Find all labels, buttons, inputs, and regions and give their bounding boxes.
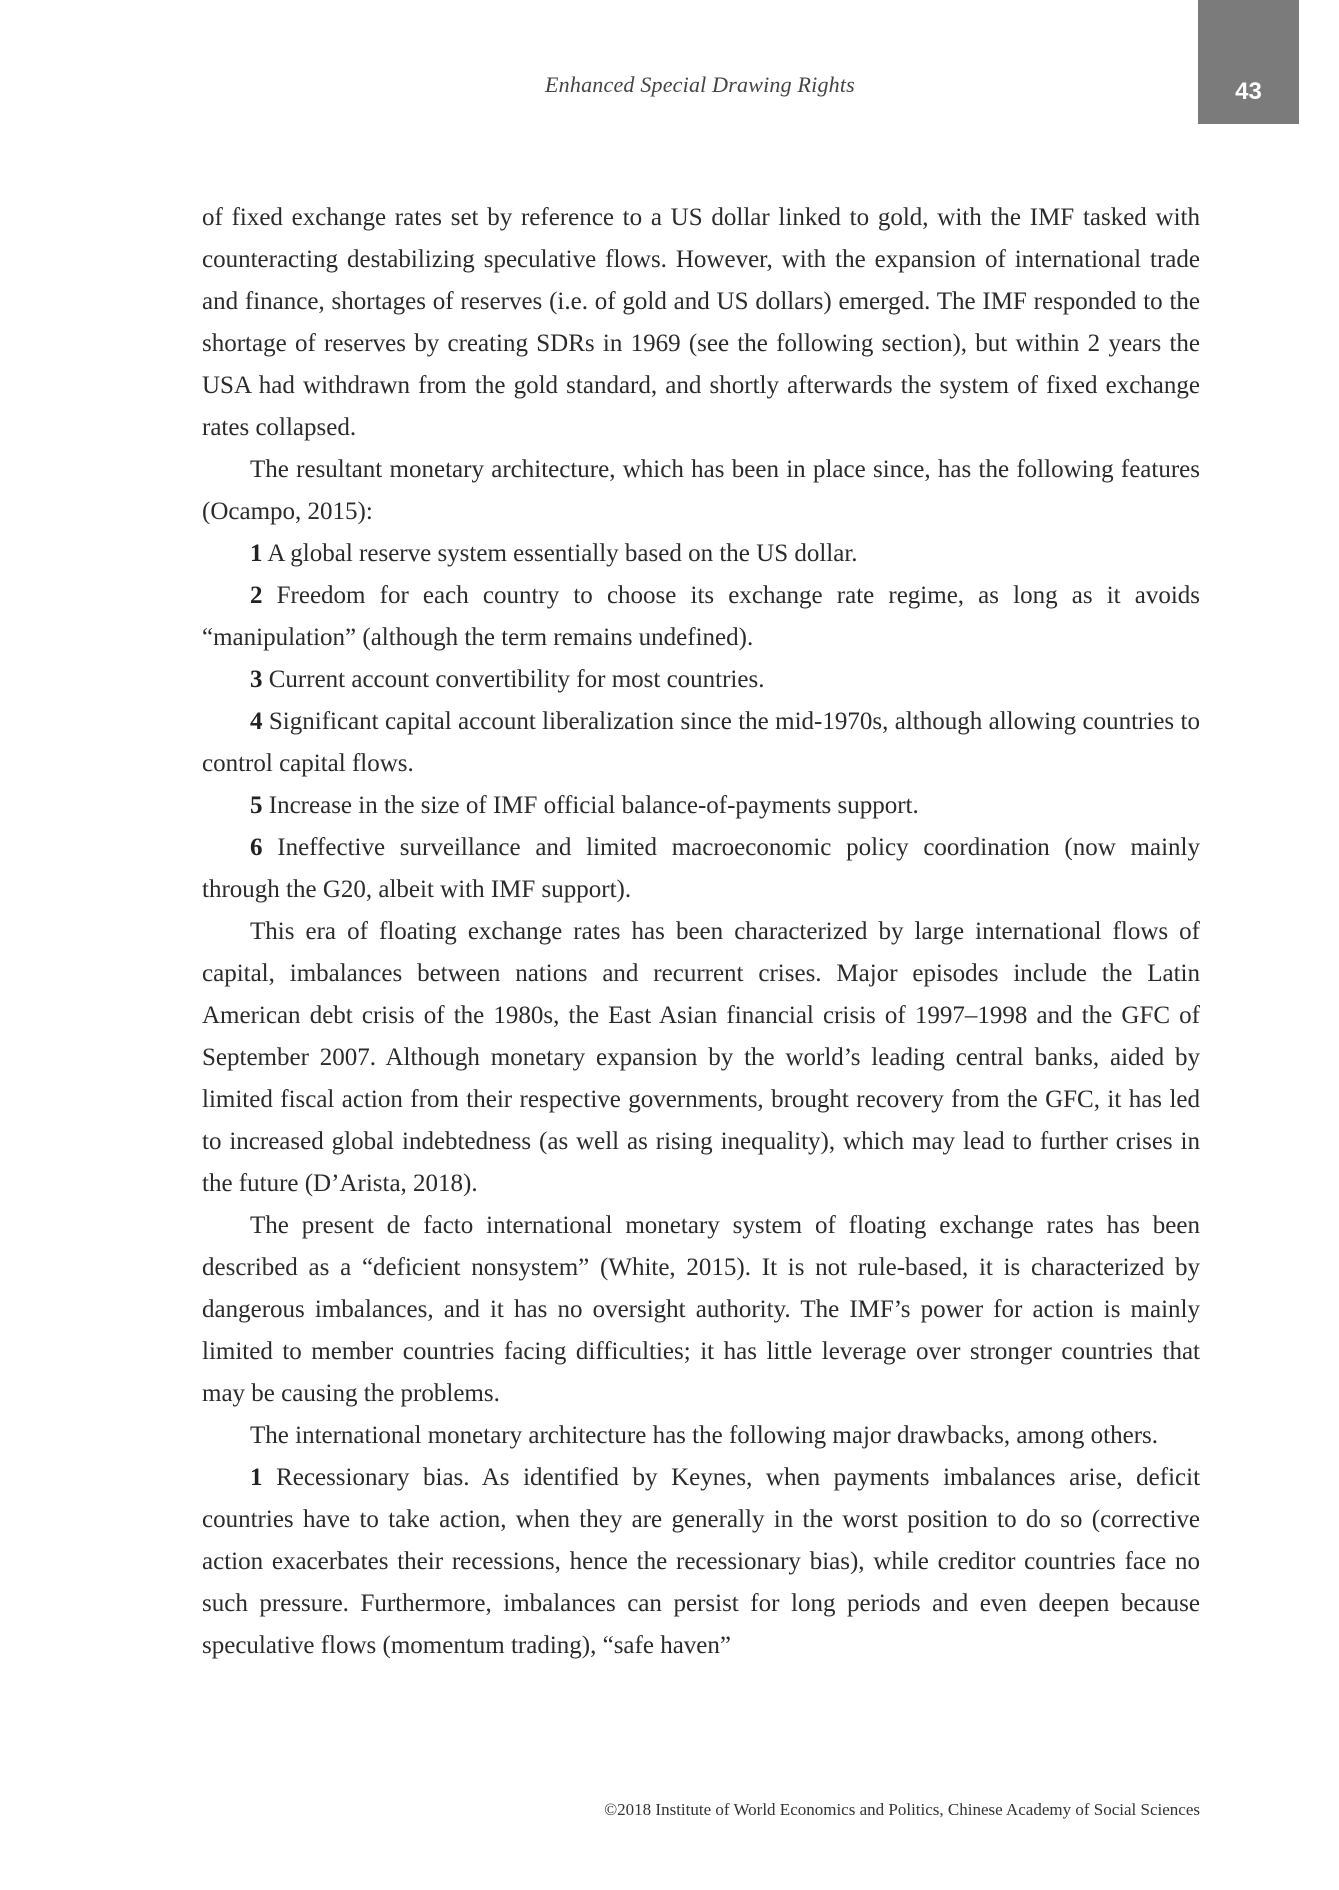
paragraph: The resultant monetary architecture, which has been in place since, has the following features (Ocampo, 2015):	[202, 456, 1200, 525]
list-text: Freedom for each country to choose its exchange rate regime, as long as it avoids “manipulation” (although the term remains undefined).	[202, 582, 1200, 651]
feature-item	[202, 533, 1200, 575]
list-text: Significant capital account liberalization since the mid-1970s, although allowing countries to control capital flows.	[202, 708, 1200, 777]
copyright-footer: ©2018 Institute of World Economics and Politics, Chinese Academy of Social Sciences	[604, 1800, 1200, 1819]
paragraph: The international monetary architecture has the following major drawbacks, among others.	[250, 1422, 1159, 1449]
paragraph: of fixed exchange rates set by reference to a US dollar linked to gold, with the IMF tasked with counteracting destabilizing speculative flows. However, with the expansion of international trade and finance, shortages of reserves (i.e. of gold and US dollars) emerged. The IMF responded to the shortage of reserves by creating SDRs in 1969 (see the following section), but within 2 years the USA had withdrawn from the gold standard, and shortly afterwards the system of fixed exchange rates collapsed.	[202, 204, 1200, 441]
feature-item	[202, 785, 1200, 827]
feature-item	[202, 575, 1200, 659]
drawback-item	[202, 1457, 1200, 1667]
list-number: 2	[250, 582, 263, 609]
feature-item	[202, 659, 1200, 701]
feature-item	[202, 827, 1200, 911]
list-text: Ineffective surveillance and limited macroeconomic policy coordination (now mainly through the G20, albeit with IMF support).	[202, 834, 1200, 903]
feature-item	[202, 701, 1200, 785]
list-text: Current account convertibility for most countries.	[268, 666, 765, 693]
list-number: 4	[250, 708, 263, 735]
page-number: 43	[1235, 78, 1262, 105]
list-text: Increase in the size of IMF official balance-of-payments support.	[268, 792, 919, 819]
list-number: 1	[250, 1464, 263, 1491]
page-number-tab	[1198, 0, 1299, 124]
list-text: A global reserve system essentially based on the US dollar.	[267, 540, 858, 567]
running-title: Enhanced Special Drawing Rights	[545, 72, 855, 97]
list-text: Recessionary bias. As identified by Keynes, when payments imbalances arise, deficit countries have to take action, when they are generally in the worst position to do so (corrective action exacerbates their recessions, hence the recessionary bias), while creditor countries face no such pressure. Furthermore, imbalances can persist for long periods and even deepen because speculative flows (momentum trading), “safe haven”	[202, 1464, 1201, 1659]
list-number: 6	[250, 834, 263, 861]
paragraph: The present de facto international monetary system of floating exchange rates has been described as a “deficient nonsystem” (White, 2015). It is not rule-based, it is characterized by dangerous imbalances, and it has no oversight authority. The IMF’s power for action is mainly limited to member countries facing difficulties; it has little leverage over stronger countries that may be causing the problems.	[202, 1212, 1200, 1407]
list-number: 1	[250, 540, 263, 567]
body-text	[202, 197, 1200, 1667]
paragraph: This era of floating exchange rates has been characterized by large international flows of capital, imbalances between nations and recurrent crises. Major episodes include the Latin American debt crisis of the 1980s, the East Asian financial crisis of 1997–1998 and the GFC of September 2007. Although monetary expansion by the world’s leading central banks, aided by limited fiscal action from their respective governments, brought recovery from the GFC, it has led to increased global indebtedness (as well as rising inequality), which may lead to further crises in the future (D’Arista, 2018).	[202, 918, 1200, 1197]
list-number: 5	[250, 792, 263, 819]
list-number: 3	[250, 666, 263, 693]
